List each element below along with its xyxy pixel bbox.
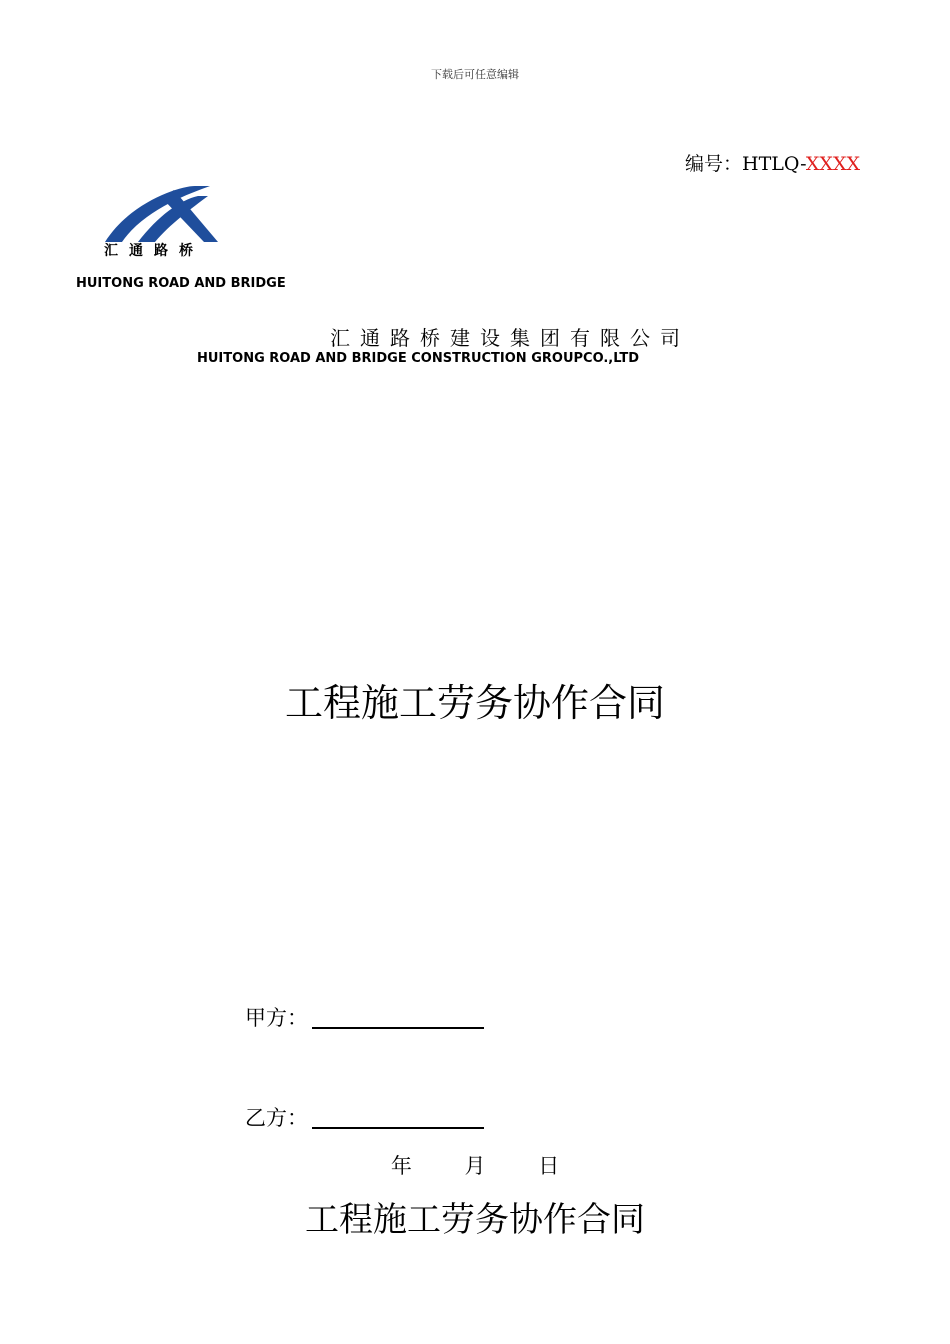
company-name-chinese: 汇通路桥建设集团有限公司 <box>330 326 690 350</box>
document-number <box>685 149 860 176</box>
document-number-code: XXXX <box>805 153 860 175</box>
document-number-label: 编号：HTLQ- <box>685 153 806 175</box>
party-a-field <box>245 1002 484 1032</box>
date-month: 月 <box>464 1154 486 1178</box>
logo-english-text: HUITONG ROAD AND BRIDGE <box>76 276 286 291</box>
party-b-blank <box>312 1107 484 1129</box>
contract-title: 工程施工劳务协作合同 <box>284 681 665 725</box>
date-year: 年 <box>390 1154 412 1178</box>
logo-chinese-text: 汇通路桥 <box>104 243 204 259</box>
signing-date <box>0 1150 950 1180</box>
company-name-english: HUITONG ROAD AND BRIDGE CONSTRUCTION GROUPCO.,LTD <box>197 351 639 366</box>
header-note: 下载后可任意编辑 <box>431 68 519 81</box>
party-a-label: 甲方： <box>245 1006 308 1030</box>
party-b-field <box>245 1102 484 1132</box>
date-day: 日 <box>538 1154 560 1178</box>
party-a-blank <box>312 1007 484 1029</box>
party-b-label: 乙方： <box>245 1106 308 1130</box>
contract-title-repeat: 工程施工劳务协作合同 <box>305 1200 645 1240</box>
